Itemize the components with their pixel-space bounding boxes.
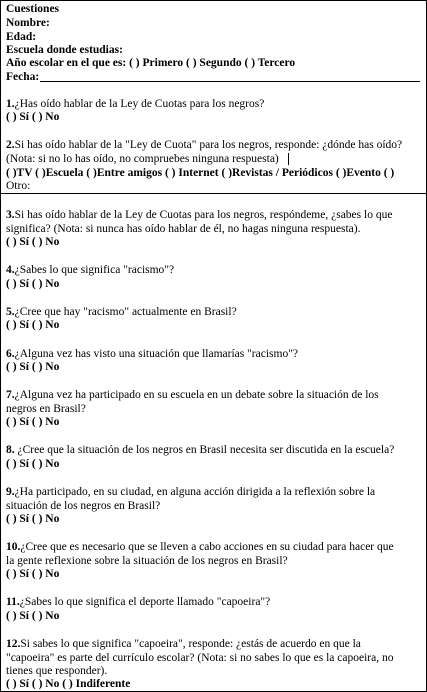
question-7 bbox=[6, 389, 379, 401]
question-4-options: ( ) Sí ( ) No bbox=[6, 278, 60, 290]
question-text: ¿Ha participado, en su ciudad, en alguna acción dirigida a la reflexión sobre la bbox=[14, 486, 376, 498]
question-3 bbox=[6, 209, 392, 221]
question-number: 9. bbox=[6, 486, 15, 498]
name-field-label: Nombre: bbox=[6, 17, 50, 29]
question-text: ¿Cree que es necesario que se lleven a cabo acciones en su ciudad para hacer que bbox=[20, 541, 394, 553]
question-5-options: ( ) Sí ( ) No bbox=[6, 319, 60, 331]
question-11-options: ( ) Sí ( ) No bbox=[6, 610, 60, 622]
question-text: ¿Has oído hablar de la Ley de Cuotas para los negros? bbox=[14, 98, 265, 110]
question-2-other-label: Otro: bbox=[6, 180, 31, 192]
question-text: ¿Sabes lo que significa el deporte llamado "capoeira"? bbox=[19, 596, 271, 608]
question-number: 12. bbox=[6, 638, 21, 650]
question-text: ¿Alguna vez ha participado en su escuela en un debate sobre la situación de los bbox=[14, 389, 379, 401]
question-12-line-3: tienes que responder). bbox=[6, 665, 108, 677]
question-2-note: (Nota: si no lo has oído, no compruebes ninguna respuesta) bbox=[6, 153, 279, 165]
question-number: 8. bbox=[6, 444, 15, 456]
question-11 bbox=[6, 596, 270, 608]
school-field-label: Escuela donde estudias: bbox=[6, 44, 123, 56]
question-number: 2. bbox=[6, 139, 15, 151]
question-text: Si has oído hablar de la Ley de Cuotas para los negros, respóndeme, ¿sabes lo que bbox=[14, 209, 393, 221]
question-7-line-2: negros en Brasil? bbox=[6, 403, 86, 415]
question-9-line-2: situación de los negros en Brasil? bbox=[6, 500, 161, 512]
question-3-line-2: significa? (Nota: si nunca has oído hablar de él, no hagas ninguna respuesta). bbox=[6, 223, 361, 235]
question-7-options: ( ) Sí ( ) No bbox=[6, 416, 60, 428]
question-number: 1. bbox=[6, 98, 15, 110]
question-text: ¿Cree que la situación de los negros en Brasil necesita ser discutida en la escuela? bbox=[14, 444, 395, 456]
question-8 bbox=[6, 444, 394, 456]
question-number: 3. bbox=[6, 209, 15, 221]
question-number: 11. bbox=[6, 596, 20, 608]
question-9 bbox=[6, 486, 375, 498]
question-10-line-2: la gente reflexione sobre la situación de los negros en Brasil? bbox=[6, 555, 288, 567]
question-2-options: ( )TV ( )Escuela ( )Entre amigos ( ) Internet ( )Revistas / Periódicos ( )Evento ( ) bbox=[6, 167, 395, 179]
question-8-options: ( ) Sí ( ) No bbox=[6, 458, 60, 470]
question-6 bbox=[6, 348, 298, 360]
questionnaire-title: Cuestiones bbox=[6, 3, 60, 15]
question-5 bbox=[6, 306, 237, 318]
section-divider bbox=[0, 193, 427, 194]
question-number: 7. bbox=[6, 389, 15, 401]
question-12-line-2: "capoeira" es parte del currículo escolar? (Nota: si no sabes lo que es la capoeira, no bbox=[6, 652, 394, 664]
question-text: Si has oído hablar de la "Ley de Cuota" para los negros, responde: ¿dónde has oído? bbox=[14, 139, 403, 151]
question-text: ¿Alguna vez has visto una situación que llamarías "racismo"? bbox=[14, 348, 299, 360]
question-number: 6. bbox=[6, 348, 15, 360]
date-field-label: Fecha: bbox=[6, 71, 40, 83]
question-2 bbox=[6, 139, 402, 151]
date-underline bbox=[40, 81, 420, 82]
question-9-options: ( ) Sí ( ) No bbox=[6, 513, 60, 525]
question-6-options: ( ) Sí ( ) No bbox=[6, 361, 60, 373]
question-number: 4. bbox=[6, 264, 15, 276]
age-field-label: Edad: bbox=[6, 31, 37, 43]
question-text: Si sabes lo que significa "capoeira", responde: ¿estás de acuerdo en que la bbox=[20, 638, 361, 650]
question-text: ¿Cree que hay "racismo" actualmente en Brasil? bbox=[14, 306, 237, 318]
question-text: ¿Sabes lo que significa "racismo"? bbox=[14, 264, 175, 276]
question-3-options: ( ) Sí ( ) No bbox=[6, 236, 60, 248]
question-4 bbox=[6, 264, 174, 276]
question-10 bbox=[6, 541, 394, 553]
question-10-options: ( ) Sí ( ) No bbox=[6, 568, 60, 580]
question-1 bbox=[6, 98, 264, 110]
question-number: 10. bbox=[6, 541, 21, 553]
school-year-options: Año escolar en el que es: ( ) Primero ( ) Segundo ( ) Tercero bbox=[6, 57, 296, 69]
question-12 bbox=[6, 638, 361, 650]
text-cursor bbox=[288, 153, 289, 165]
question-1-options: ( ) Sí ( ) No bbox=[6, 111, 60, 123]
question-number: 5. bbox=[6, 306, 15, 318]
question-12-options: ( ) Sí ( ) No ( ) Indiferente bbox=[6, 678, 131, 690]
